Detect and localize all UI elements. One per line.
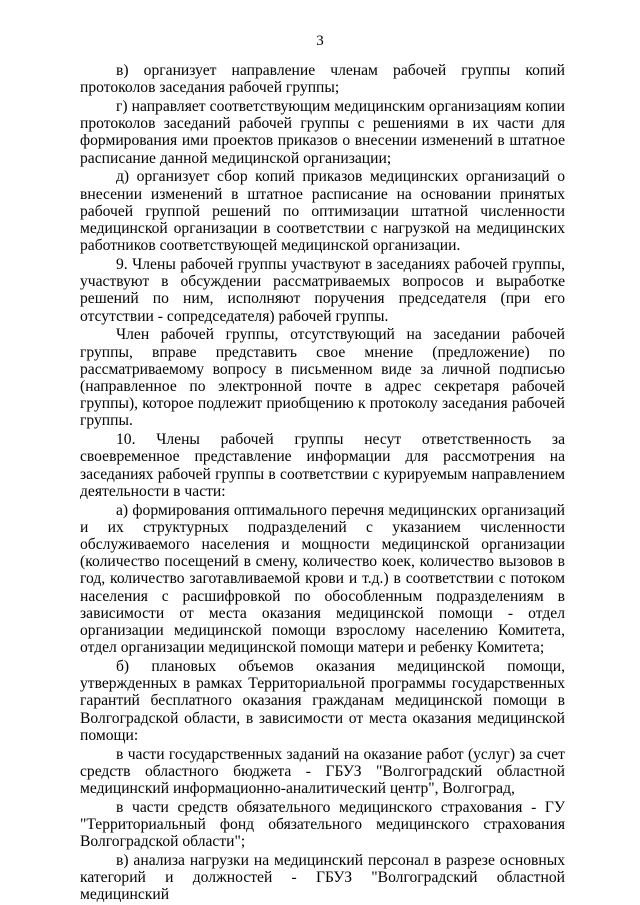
paragraph: в части государственных заданий на оказание работ (услуг) за счет средств областного бюджета - ГБУЗ "Волгоградский областной медицинский информационно-аналитический центр", Волгоград,: [80, 745, 565, 798]
paragraph: г) направляет соответствующим медицинским организациям копии протоколов заседаний рабочей группы с решениями в их части для формирования ими проектов приказов о внесении изменений в штатное расписание данной медицинской организации;: [80, 98, 565, 167]
paragraph: Член рабочей группы, отсутствующий на заседании рабочей группы, вправе представить свое мнение (предложение) по рассматриваемому вопросу в письменном виде за личной подписью (направленное по электронной почте в адрес секретаря рабочей группы), которое подлежит приобщению к протоколу заседания рабочей группы.: [80, 326, 565, 430]
page-number: 3: [316, 33, 324, 49]
paragraph: в части средств обязательного медицинского страхования - ГУ "Территориальный фонд обязательного медицинского страхования Волгоградской области";: [80, 798, 565, 851]
document-body: [80, 62, 565, 905]
paragraph: в) организует направление членам рабочей группы копий протоколов заседания рабочей группы;: [80, 62, 565, 97]
paragraph: 9. Члены рабочей группы участвуют в заседаниях рабочей группы, участвуют в обсуждении рассматриваемых вопросов и выработке решений по ним, исполняют поручения председателя (при его отсутствии - сопредседателя) рабочей группы.: [80, 256, 565, 325]
paragraph: д) организует сбор копий приказов медицинских организаций о внесении изменений в штатное расписание на основании принятых рабочей группой решений по оптимизации штатной численности медицинской организации в соответствии с нагрузкой на медицинских работников соответствующей медицинской организации.: [80, 168, 565, 255]
paragraph: 10. Члены рабочей группы несут ответственность за своевременное представление информации для рассмотрения на заседаниях рабочей группы в соответствии с курируемым направлением деятельности в части:: [80, 431, 565, 500]
paragraph: а) формирования оптимального перечня медицинских организаций и их структурных подразделений с указанием численности обслуживаемого населения и мощности медицинской организации (количество посещений в смену, количество коек, количество вызовов в год, количество заготавливаемой крови и т.д.) в соответствии с потоком населения с расшифровкой по обособленным подразделениям в зависимости от места оказания медицинской помощи - отдел организации медицинской помощи взрослому населению Комитета, отдел организации медицинской помощи матери и ребенку Комитета;: [80, 501, 565, 657]
paragraph: в) анализа нагрузки на медицинский персонал в разрезе основных категорий и должностей - ГБУЗ "Волгоградский областной медицинский: [80, 852, 565, 904]
paragraph: б) плановых объемов оказания медицинской помощи, утвержденных в рамках Территориальной программы государственных гарантий бесплатного оказания гражданам медицинской помощи в Волгоградской области, в зависимости от места оказания медицинской помощи:: [80, 658, 565, 744]
